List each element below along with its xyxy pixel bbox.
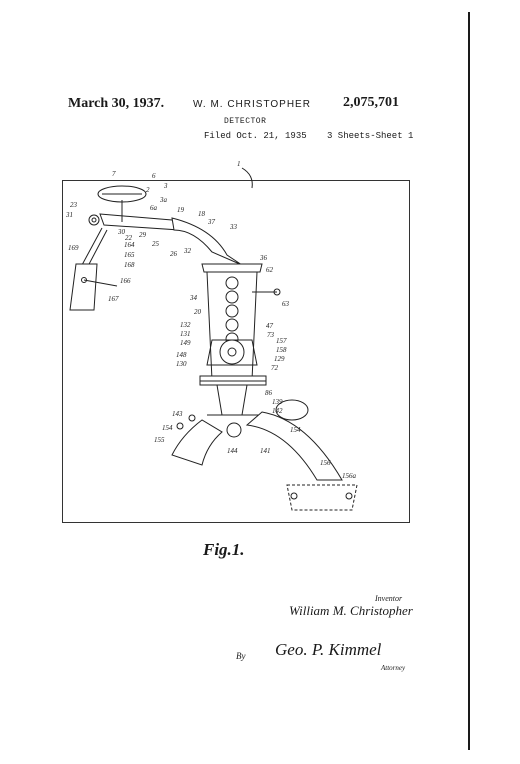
ref-numeral-3a: 3a <box>160 196 167 204</box>
ref-numeral-47: 47 <box>266 322 273 330</box>
ref-numeral-23: 23 <box>70 201 77 209</box>
ref-numeral-149: 149 <box>180 339 191 347</box>
ref-numeral-2: 2 <box>146 186 150 194</box>
ref-numeral-19: 19 <box>177 206 184 214</box>
ref-numeral-131: 131 <box>180 330 191 338</box>
filed-date: Filed Oct. 21, 1935 <box>204 131 307 141</box>
ref-numeral-6: 6 <box>152 172 156 180</box>
ref-numeral-32: 32 <box>184 247 191 255</box>
ref-numeral-139: 139 <box>272 398 283 406</box>
ref-numeral-6a: 6a <box>150 204 157 212</box>
ref-numeral-155: 155 <box>154 436 165 444</box>
sheet-count: 3 Sheets-Sheet 1 <box>327 131 414 141</box>
attorney-caption: Attorney <box>381 664 406 672</box>
ref-numeral-25: 25 <box>152 240 159 248</box>
ref-numeral-29: 29 <box>139 231 146 239</box>
ref-numeral-33: 33 <box>230 223 237 231</box>
ref-numeral-30: 30 <box>118 228 125 236</box>
ref-numeral-86: 86 <box>265 389 272 397</box>
ref-numeral-165: 165 <box>124 251 135 259</box>
detector-drawing <box>62 160 410 523</box>
ref-numeral-36: 36 <box>260 254 267 262</box>
ref-numeral-73: 73 <box>267 331 274 339</box>
ref-numeral-154-left: 154 <box>162 424 173 432</box>
inventor-name: W. M. CHRISTOPHER <box>193 99 311 110</box>
page-edge-rule <box>468 12 470 750</box>
ref-numeral-168: 168 <box>124 261 135 269</box>
ref-numeral-144: 144 <box>227 447 238 455</box>
ref-numeral-26: 26 <box>170 250 177 258</box>
ref-numeral-167: 167 <box>108 295 119 303</box>
ref-numeral-1: 1 <box>237 160 241 168</box>
ref-numeral-72: 72 <box>271 364 278 372</box>
ref-numeral-37: 37 <box>208 218 215 226</box>
ref-numeral-34: 34 <box>190 294 197 302</box>
ref-numeral-22: 22 <box>125 234 132 242</box>
ref-numeral-164: 164 <box>124 241 135 249</box>
ref-numeral-142: 142 <box>272 407 283 415</box>
by-label: By <box>236 651 246 661</box>
ref-numeral-156a: 156a <box>342 472 356 480</box>
patent-subject: DETECTOR <box>224 117 267 126</box>
patent-number: 2,075,701 <box>343 95 399 110</box>
ref-numeral-156: 156 <box>320 459 331 467</box>
ref-numeral-169: 169 <box>68 244 79 252</box>
figure-label: Fig.1. <box>203 540 245 559</box>
inventor-signature: William M. Christopher <box>289 603 413 618</box>
ref-numeral-129: 129 <box>274 355 285 363</box>
ref-numeral-18: 18 <box>198 210 205 218</box>
ref-numeral-130: 130 <box>176 360 187 368</box>
ref-numeral-132: 132 <box>180 321 191 329</box>
ref-numeral-63: 63 <box>282 300 289 308</box>
ref-numeral-31: 31 <box>66 211 73 219</box>
ref-numeral-141: 141 <box>260 447 271 455</box>
ref-numeral-3: 3 <box>164 182 168 190</box>
ref-numeral-154-right: 154 <box>290 426 301 434</box>
ref-numeral-62: 62 <box>266 266 273 274</box>
ref-numeral-143: 143 <box>172 410 183 418</box>
ref-numeral-7: 7 <box>112 170 116 178</box>
attorney-signature: Geo. P. Kimmel <box>275 640 382 659</box>
patent-date: March 30, 1937. <box>68 96 165 111</box>
ref-numeral-158: 158 <box>276 346 287 354</box>
ref-numeral-166: 166 <box>120 277 131 285</box>
inventor-caption: Inventor <box>375 594 403 603</box>
ref-numeral-20: 20 <box>194 308 201 316</box>
ref-numeral-157: 157 <box>276 337 287 345</box>
ref-numeral-148: 148 <box>176 351 187 359</box>
